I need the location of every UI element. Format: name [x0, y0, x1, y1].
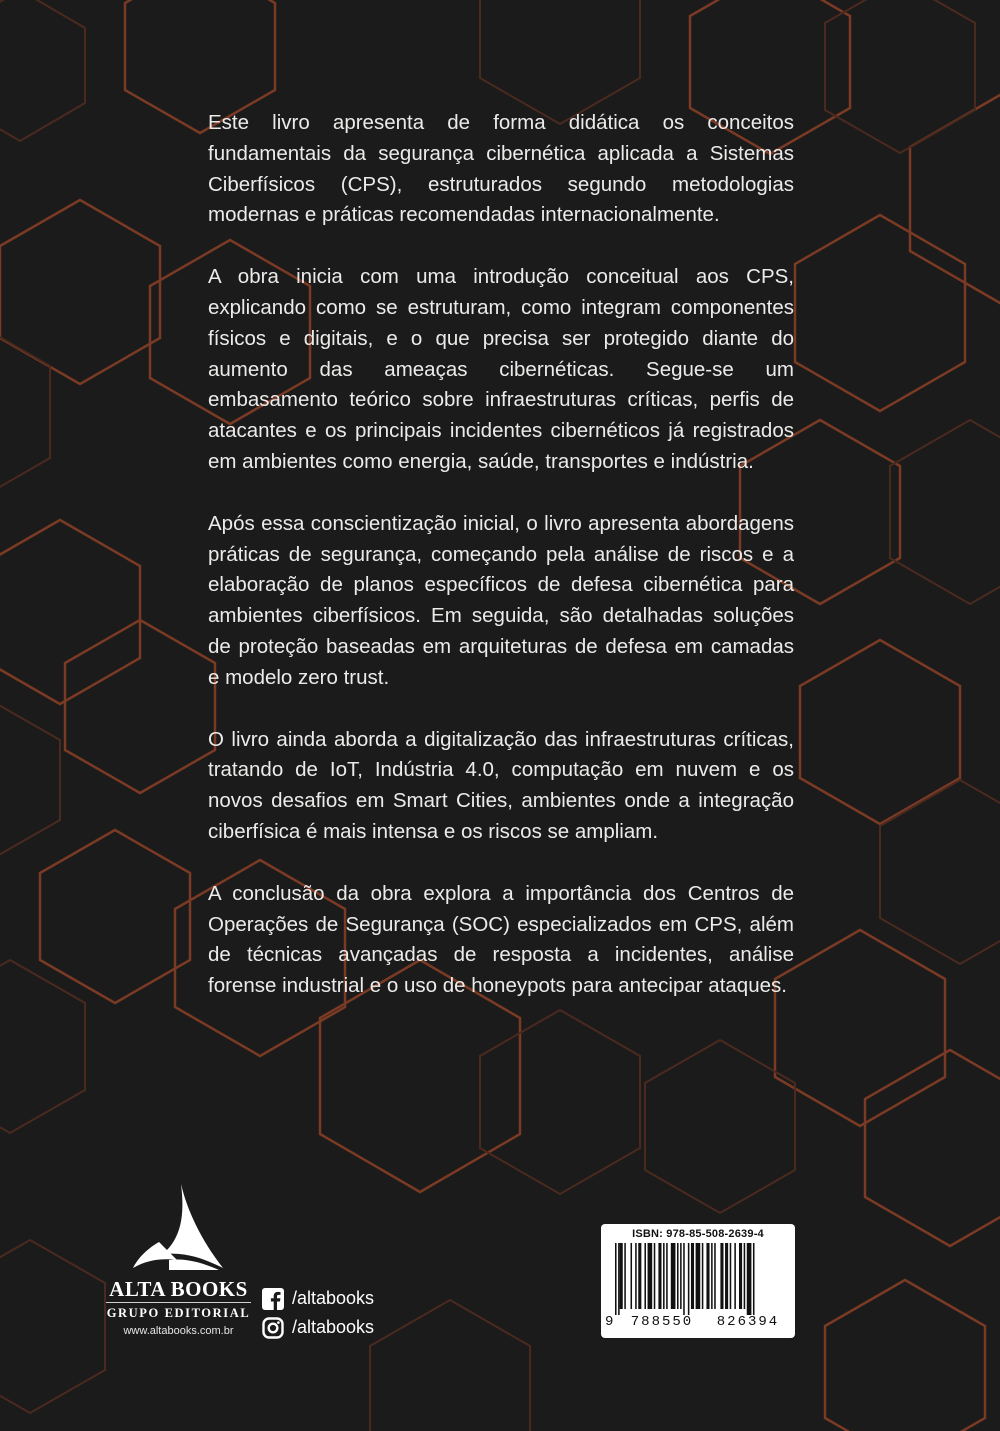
- barcode-bar: [680, 1243, 682, 1309]
- paragraph-intro: Este livro apresenta de forma didática os conceitos fundamentais da segurança cibernética aplicada a Sistemas Ciberfísicos (CPS), estruturados segundo metodologias modernas e práticas recomendadas internacionalmente.: [208, 111, 794, 227]
- barcode-bar: [734, 1243, 736, 1309]
- barcode-bar: [620, 1243, 623, 1309]
- social-facebook: [262, 1284, 374, 1313]
- social-links: [262, 1284, 374, 1342]
- barcode-bar: [744, 1243, 746, 1309]
- barcode-bar: [702, 1243, 704, 1309]
- barcode-digit-first: 9: [605, 1314, 614, 1330]
- paragraph-overview: A obra inicia com uma introdução conceitual aos CPS, explicando como se estruturam, como integram componentes físicos e digitais, e o que precisa ser protegido diante do aumento das ameaças cibernéticas. Segue-se um embasamento teórico sobre infraestruturas críticas, perfis de atacantes e os principais incidentes cibernéticos já registrados em ambientes como energia, saúde, transportes e indústria.: [208, 265, 794, 473]
- barcode-bar: [666, 1243, 668, 1309]
- paragraph-conclusion: A conclusão da obra explora a importância dos Centros de Operações de Segurança (SOC) especializados em CPS, além de técnicas avançadas de resposta a incidentes, análise forense industrial e o uso de honeypots para antecipar ataques.: [208, 881, 794, 998]
- isbn-barcode: [601, 1224, 795, 1338]
- barcode-bar: [677, 1243, 679, 1309]
- sail-logo-icon: [129, 1182, 229, 1272]
- back-cover-text: [208, 108, 794, 1033]
- barcode-bar: [696, 1243, 701, 1309]
- barcode-bars: [615, 1243, 785, 1315]
- barcode-digits-left: 788550: [630, 1314, 694, 1330]
- publisher-logo: [106, 1182, 251, 1362]
- barcode-bar: [753, 1243, 755, 1315]
- barcode-bar: [683, 1243, 685, 1315]
- publisher-website: www.altabooks.com.br: [123, 1325, 234, 1337]
- barcode-bar: [730, 1243, 732, 1309]
- barcode-bar: [615, 1243, 617, 1315]
- barcode-bar: [658, 1243, 661, 1309]
- barcode-bar: [720, 1243, 723, 1309]
- facebook-icon: [262, 1288, 284, 1310]
- barcode-bar: [663, 1243, 665, 1309]
- paragraph-practices: Após essa conscientização inicial, o livro apresenta abordagens práticas de segurança, começando pela análise de riscos e a elaboração de planos específicos de defesa cibernética para ambientes ciberfísicos. Em seguida, são detalhadas soluções de proteção baseadas em arquiteturas de defesa em camadas e modelo zero trust.: [208, 511, 794, 689]
- barcode-bar: [638, 1243, 641, 1309]
- barcode-bar: [618, 1243, 620, 1315]
- barcode-bar: [711, 1243, 713, 1309]
- social-instagram: [262, 1313, 374, 1342]
- barcode-bar: [624, 1243, 626, 1309]
- barcode-bar: [635, 1243, 637, 1309]
- barcode-bar: [725, 1243, 728, 1309]
- barcode-bar: [747, 1243, 752, 1315]
- barcode-bar: [691, 1243, 694, 1309]
- publisher-name: ALTA BOOKS: [109, 1277, 248, 1301]
- barcode-bar: [631, 1243, 633, 1309]
- barcode-bar: [648, 1243, 653, 1309]
- isbn-label: ISBN: 978-85-508-2639-4: [632, 1228, 764, 1240]
- instagram-handle: /altabooks: [292, 1317, 375, 1337]
- paragraph-digitalization: O livro ainda aborda a digitalização das infraestruturas críticas, tratando de IoT, Indústria 4.0, computação em nuvem e os novos desafios em Smart Cities, ambientes onde a integração ciberfísica é mais intensa e os riscos se ampliam.: [208, 727, 794, 843]
- barcode-digits-right: 826394: [716, 1314, 780, 1330]
- barcode-bar: [706, 1243, 709, 1309]
- instagram-icon: [262, 1317, 284, 1339]
- barcode-bar: [739, 1243, 742, 1309]
- barcode-digits: [605, 1314, 791, 1330]
- barcode-bar: [644, 1243, 646, 1309]
- publisher-subtitle: GRUPO EDITORIAL: [106, 1302, 251, 1321]
- barcode-bar: [671, 1243, 676, 1309]
- barcode-bar: [714, 1243, 716, 1309]
- barcode-bar: [688, 1243, 690, 1315]
- facebook-handle: /altabooks: [292, 1288, 375, 1308]
- barcode-bar: [654, 1243, 656, 1309]
